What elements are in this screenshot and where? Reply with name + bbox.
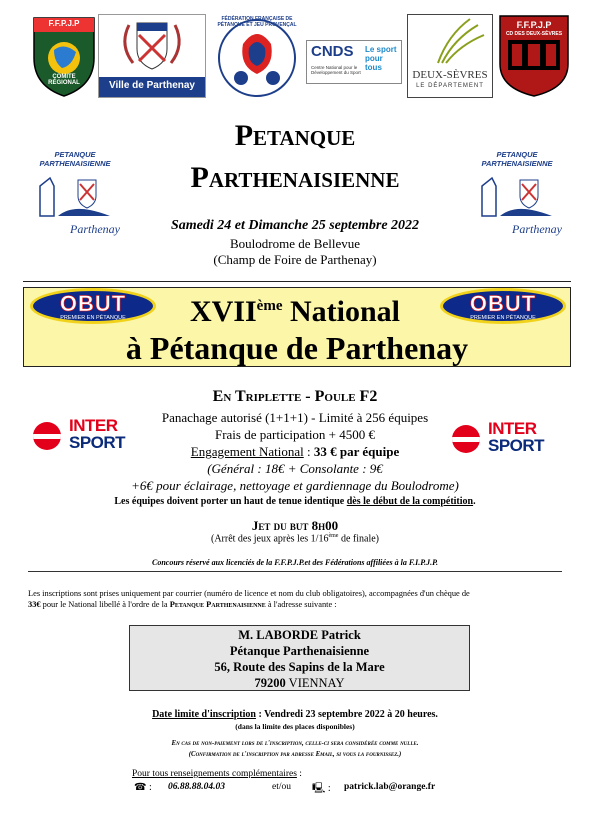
general: (Général : 18€ + Consolante : 9€: [207, 461, 383, 476]
frais: Frais de participation + 4500 €: [214, 427, 376, 442]
inscriptions-line-1: Les inscriptions sont prises uniquement par courrier (numéro de licence et nom du club obligatoires), accompagnées d'un chèque de: [28, 589, 470, 598]
address-city-line: [130, 675, 469, 691]
concours: Concours réservé aux licenciés de la F.F.P.J.P.et des Fédérations affiliées à la F.I.P.J.P.: [152, 558, 438, 567]
engagement-sep: :: [303, 444, 314, 459]
inscriptions-amount: 33€: [28, 600, 41, 609]
ffpjp-regional-top-text: F.F.P.J.P: [48, 19, 80, 28]
deux-sevres-subtitle: LE DÉPARTEMENT: [416, 83, 484, 89]
tenue-b: dès le début de la compétition: [346, 496, 474, 507]
inscriptions-text-b: pour le National libellé à l'ordre de la: [40, 600, 170, 609]
tenue: [40, 496, 550, 507]
deadline-note: (dans la limite des places disponibles): [235, 722, 355, 731]
federation-petanque-logo: [213, 14, 301, 98]
banner-line-1-sup: ème: [256, 298, 283, 314]
deadline-label: Date limite d'inscription: [152, 709, 256, 720]
intersport-left-dot: [33, 422, 61, 450]
cnds-title: CNDS: [311, 43, 354, 60]
banner-line-1: [150, 286, 440, 332]
intersport-logo-left: [33, 416, 133, 456]
engagement-value: 33 € par équipe: [313, 444, 400, 459]
phone-icon: ☎ :: [134, 782, 152, 793]
club-logo-left-arc: PETANQUE PARTHENAISIENNE: [39, 150, 111, 168]
tenue-a: Les équipes doivent porter un haut de tenue identique: [114, 496, 347, 507]
ville-parthenay-label: Ville de Parthenay: [109, 80, 195, 91]
computer-icon: 🖳 :: [312, 783, 331, 794]
address-club: Pétanque Parthenaisienne: [229, 644, 370, 658]
intersport-right-line1: INTER: [488, 419, 537, 438]
ville-parthenay-logo: [98, 14, 206, 98]
inscriptions-club: Petanque Parthenaisienne: [169, 600, 266, 609]
format: En Triplette - Poule F2: [212, 388, 378, 405]
address-street: 56, Route des Sapins de la Mare: [214, 660, 385, 674]
engagement-label: Engagement National: [190, 444, 304, 459]
notice-line-2: (Confirmation de l'inscription par adresse Email, si vous la fournissez.): [188, 751, 402, 758]
divider-rule: [28, 571, 562, 572]
event-date: Samedi 24 et Dimanche 25 septembre 2022: [170, 218, 420, 233]
contact-label: [132, 769, 302, 779]
club-logo-left: [30, 150, 120, 240]
panachage: Panachage autorisé (1+1+1) - Limité à 256 équipes: [161, 410, 429, 425]
obut-right-tag: PREMIER EN PÉTANQUE: [470, 315, 536, 321]
inscriptions-line-2: [28, 599, 568, 610]
obut-left-tag: PREMIER EN PÉTANQUE: [60, 315, 126, 321]
address-city: VIENNAY: [285, 676, 345, 690]
club-logo-right-town: Parthenay: [512, 222, 562, 236]
engagement: [130, 444, 460, 460]
banner-line-2: à Pétanque de Parthenay: [125, 330, 469, 366]
cnds-tag: Le sport pour tous: [365, 45, 397, 72]
jet-du-but: Jet du but 8h00: [251, 518, 339, 533]
title-line-1: Petanque: [234, 119, 356, 152]
intersport-left-line1: INTER: [69, 416, 118, 435]
eclairage: +6€ pour éclairage, nettoyage et gardiennage du Boulodrome): [131, 478, 459, 493]
deux-sevres-title: DEUX-SÈVRES: [412, 69, 488, 81]
contact-label-text: Pour tous renseignements complémentaires: [132, 769, 297, 779]
ffpjp-cd-top-text: F.F.P.J.P: [516, 20, 552, 30]
club-logo-left-town: Parthenay: [70, 222, 120, 236]
contact-label-suffix: :: [296, 769, 302, 779]
arret-b: de finale): [338, 533, 379, 545]
contact-phone[interactable]: 06.88.88.04.03: [168, 782, 225, 792]
ffpjp-cd-bottom-text: CD DES DEUX-SÈVRES: [505, 31, 563, 37]
cnds-logo: [306, 40, 402, 84]
ffpjp-comite-regional-logo: [32, 14, 96, 98]
intersport-logo-right: [452, 419, 552, 459]
contact-email[interactable]: patrick.lab@orange.fr: [344, 782, 436, 792]
address-name: M. LABORDE Patrick: [238, 628, 361, 642]
arret: [130, 533, 460, 544]
ffpjp-regional-bottom-text: COMITE RÉGIONAL: [48, 74, 80, 86]
event-venue: Boulodrome de Bellevue: [230, 236, 360, 251]
deadline: [60, 709, 530, 720]
deadline-value: : Vendredi 23 septembre 2022 à 20 heures.: [255, 709, 438, 720]
obut-logo-left: [30, 288, 156, 324]
deux-sevres-logo: [407, 14, 493, 98]
notice-line-1: En cas de non-paiement lors de l'inscription, celle-ci sera considérée comme nulle.: [171, 740, 419, 747]
contact-or: et/ou: [272, 782, 291, 792]
banner-top-rule: [23, 281, 571, 282]
cnds-subtitle: Centre National pour le Développement du Sport: [311, 65, 361, 75]
tenue-c: .: [473, 496, 476, 507]
inscriptions-text-d: à l'adresse suivante :: [265, 600, 337, 609]
banner-line-1-suffix: National: [282, 295, 400, 328]
event-venue-detail: (Champ de Foire de Parthenay): [213, 252, 377, 267]
address-city-code: 79200: [254, 676, 286, 690]
banner-line-1-prefix: XVII: [189, 295, 257, 328]
federation-label: FÉDÉRATION FRANÇAISE DE PÉTANQUE ET JEU PROVENÇAL: [217, 16, 297, 28]
arret-a: (Arrêt des jeux après les 1/16: [210, 533, 329, 545]
club-logo-right-arc: PETANQUE PARTHENAISIENNE: [481, 150, 553, 168]
title-line-2: Parthenaisienne: [190, 161, 400, 194]
intersport-right-line2: SPORT: [488, 436, 545, 455]
ffpjp-cd-deux-sevres-logo: [498, 14, 570, 98]
obut-left-name: OBUT: [59, 291, 127, 316]
arret-sup: ème: [328, 533, 339, 539]
obut-logo-right: [440, 288, 566, 324]
obut-right-name: OBUT: [469, 291, 537, 316]
address-box: [129, 625, 470, 691]
intersport-left-line2: SPORT: [69, 433, 126, 452]
club-logo-right: [472, 150, 562, 240]
